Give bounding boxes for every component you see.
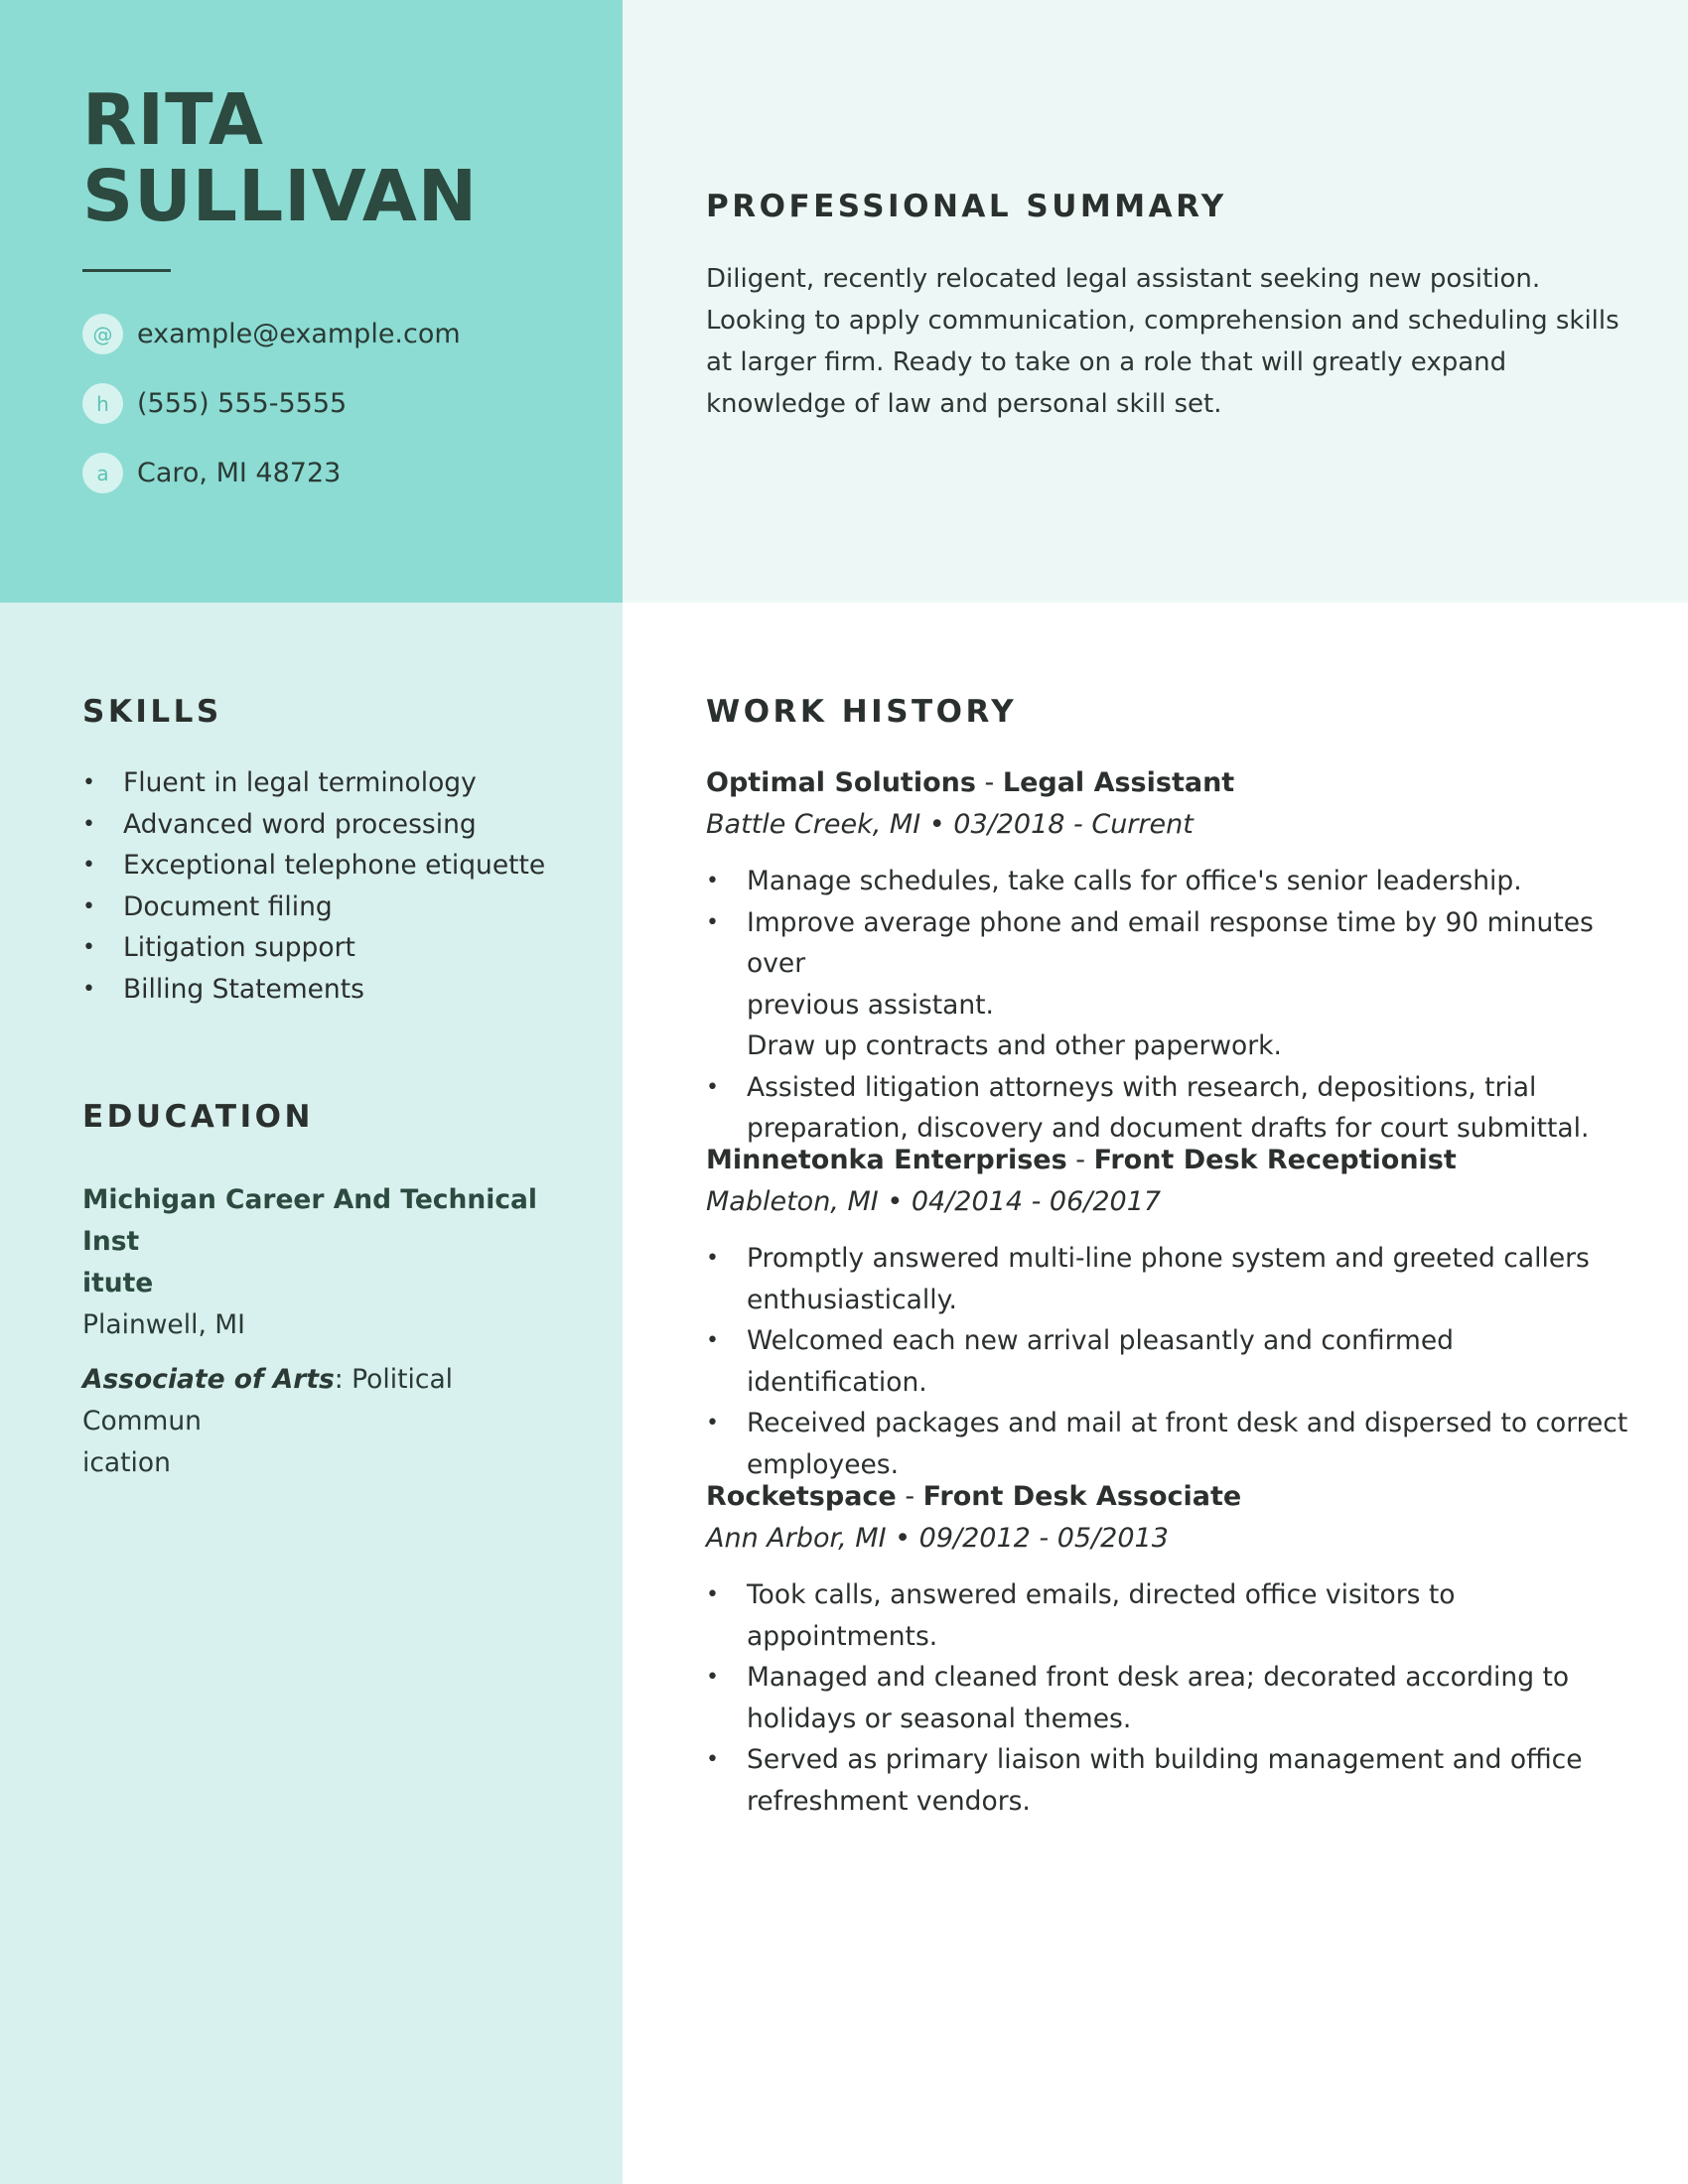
job-company: Optimal Solutions [706,767,976,798]
job-bullets [706,1238,1629,1485]
job-entry [706,1476,1629,1822]
first-name: RITA [82,78,264,161]
job-meta: Mableton, MI • 04/2014 - 06/2017 [706,1186,1162,1217]
job-bullet: • Assisted litigation attorneys with research, depositions, trial [706,1067,1629,1109]
job-meta: Ann Arbor, MI • 09/2012 - 05/2013 [706,1523,1169,1554]
job-location: Battle Creek, MI [706,809,921,840]
summary-heading: PROFESSIONAL SUMMARY [706,189,1227,224]
job-company: Rocketspace [706,1481,897,1512]
degree-type: Associate of Arts [82,1364,335,1395]
candidate-name [82,78,479,237]
job-entry [706,762,1629,1150]
phone-icon: h [82,383,123,424]
job-title: Front Desk Receptionist [1093,1145,1457,1175]
job-company: Minnetonka Enterprises [706,1145,1067,1175]
job-dates: 03/2018 - Current [953,809,1194,840]
school-name: Michigan Career And Technical Inst itute [82,1184,537,1298]
job-meta: Battle Creek, MI • 03/2018 - Current [706,809,1194,840]
job-title-line: Minnetonka Enterprises - Front Desk Receptionist [706,1145,1457,1175]
job-bullet-continuation: holidays or seasonal themes. [747,1703,1132,1734]
job-location: Ann Arbor, MI [706,1523,887,1554]
job-title-line: Rocketspace - Front Desk Associate [706,1481,1242,1512]
contact-phone [82,383,347,424]
job-entry [706,1140,1629,1485]
job-bullet: • Served as primary liaison with building management and office [706,1739,1629,1781]
job-bullet-continuation: Draw up contracts and other paperwork. [747,1030,1282,1061]
job-title: Legal Assistant [1002,767,1235,798]
job-bullet-continuation: appointments. [747,1620,938,1652]
contact-email [82,314,461,354]
job-bullet-continuation: preparation, discovery and document drafts for court submittal. [747,1113,1590,1144]
job-dates: 09/2012 - 05/2013 [918,1523,1169,1554]
name-divider [82,269,171,272]
address-icon: a [82,453,123,493]
skill-item: • Fluent in legal terminology [82,762,545,804]
job-dates: 04/2014 - 06/2017 [911,1186,1162,1217]
job-title-line: Optimal Solutions - Legal Assistant [706,767,1235,798]
email-icon: @ [82,314,123,354]
job-bullet: • Welcomed each new arrival pleasantly and confirmed identification. [706,1320,1629,1403]
skill-item: • Billing Statements [82,969,545,1011]
degree-field: : Political Commun [82,1364,454,1436]
job-bullets [706,861,1629,1150]
job-bullet: • Took calls, answered emails, directed office visitors to [706,1574,1629,1616]
contact-email-text[interactable]: example@example.com [137,319,461,349]
job-bullets [706,1574,1629,1822]
school-city: Plainwell, MI [82,1309,245,1340]
skill-item: • Document filing [82,887,545,928]
education-heading: EDUCATION [82,1099,314,1135]
job-bullet-continuation: previous assistant. [747,989,994,1021]
skills-heading: SKILLS [82,694,222,730]
skills-list [82,762,545,1010]
contact-address-text: Caro, MI 48723 [137,458,342,488]
work-heading: WORK HISTORY [706,694,1018,730]
job-title: Front Desk Associate [922,1481,1242,1512]
job-bullet-continuation: enthusiastically. [747,1284,957,1315]
degree: Associate of Arts: Political Commun ication [82,1364,454,1478]
summary-text: Diligent, recently relocated legal assistant seeking new position. Looking to apply communication, comprehension and scheduling skills at larger firm. Ready to take on a role that will greatly expand knowledge of law and personal skill set. [706,264,1619,419]
last-name: SULLIVAN [82,155,479,237]
skill-item: • Exceptional telephone etiquette [82,845,545,887]
job-bullet: • Received packages and mail at front desk and dispersed to correct [706,1403,1629,1444]
contact-phone-text[interactable]: (555) 555-5555 [137,388,348,419]
job-bullet: • Improve average phone and email response time by 90 minutes over [706,902,1629,985]
job-bullet: • Managed and cleaned front desk area; decorated according to [706,1657,1629,1699]
skill-item: • Advanced word processing [82,804,545,846]
job-bullet-continuation: employees. [747,1448,900,1480]
job-bullet: • Promptly answered multi-line phone system and greeted callers [706,1238,1629,1280]
job-bullet-continuation: refreshment vendors. [747,1785,1031,1817]
contact-address [82,453,341,493]
education-entry [82,1179,579,1484]
skill-item: • Litigation support [82,927,545,969]
job-bullet: • Manage schedules, take calls for office's senior leadership. [706,861,1629,902]
job-location: Mableton, MI [706,1186,879,1217]
